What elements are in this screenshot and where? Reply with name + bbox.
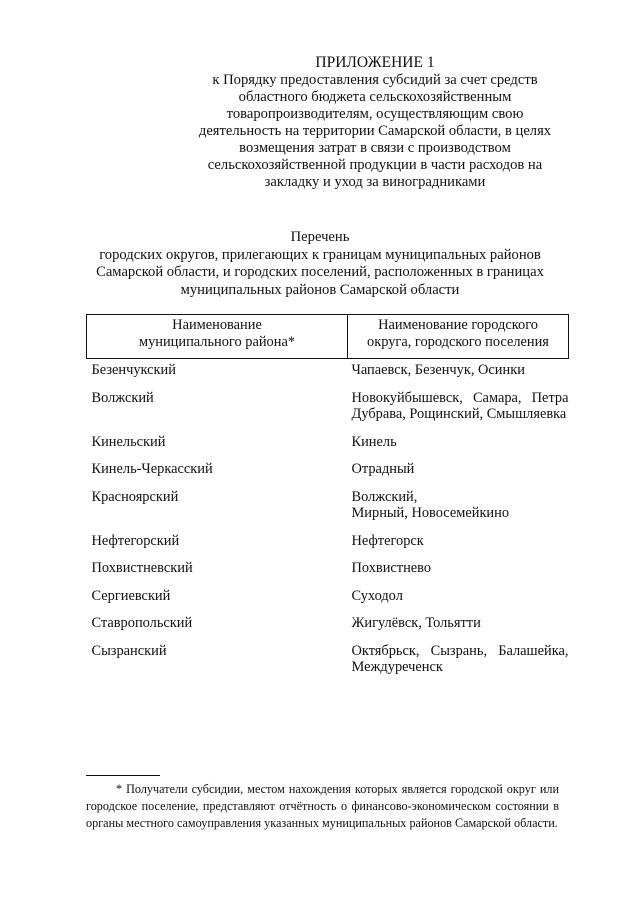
table-header-row (87, 315, 569, 359)
district-cell: Кинельский (91, 433, 166, 450)
appendix-subtitle: к Порядку предоставления субсидий за счет средств областного бюджета сельскохозяйственным товаропроизводителям, осуществляющим свою деятельность на территории Самарской области, в целях возмещения затрат в связи с производством сельскохозяйственной продукции в части расходов на закладку и уход за виноградниками (198, 72, 552, 190)
list-title-block (70, 229, 570, 299)
settlement-cell: Волжский, Мирный, Новосемейкино (351, 488, 510, 521)
table-row (87, 533, 569, 561)
settlement-cell: Чапаевск, Безенчук, Осинки (351, 362, 525, 378)
footnote-text: * Получатели субсидии, местом нахождения которых является городской округ или городское поселение, представляют отчётность о финансово-экономическом состоянии в органы местного самоуправления указанных муниципальных районов Самарской области. (86, 782, 559, 830)
district-cell: Нефтегорский (91, 532, 180, 549)
settlement-cell: Октябрьск, Сызрань, Балашейка, Междуреченск (351, 642, 569, 675)
district-cell: Ставропольский (91, 615, 193, 631)
settlement-cell: Суходол (351, 587, 403, 604)
table-row (87, 615, 569, 643)
settlement-cell: Жигулёвск, Тольятти (351, 615, 481, 631)
district-cell: Похвистневский (91, 560, 193, 576)
district-cell: Сызранский (91, 642, 167, 659)
settlement-cell: Новокуйбышевск, Самара, Петра Дубрава, Рощинский, Смышляевка (351, 389, 569, 422)
settlement-cell: Отрадный (351, 461, 415, 477)
table-row (87, 434, 569, 462)
district-cell: Кинель-Черкасский (91, 461, 213, 477)
footnote-divider (86, 775, 160, 776)
list-title: Перечень (290, 229, 350, 245)
table-row (87, 380, 569, 434)
table-row (87, 461, 569, 489)
district-cell: Безенчукский (91, 362, 176, 378)
table-row (87, 560, 569, 588)
settlement-cell: Похвистнево (351, 560, 432, 576)
appendix-heading: ПРИЛОЖЕНИЕ 1 (315, 54, 435, 71)
header-settlement: Наименование городского округа, городского поселения (348, 315, 569, 359)
settlement-cell: Нефтегорск (351, 532, 424, 549)
district-cell: Сергиевский (91, 587, 171, 604)
table-row (87, 359, 569, 380)
table-row (87, 489, 569, 533)
table-row (87, 588, 569, 616)
district-cell: Волжский (91, 389, 154, 406)
list-subtitle: городских округов, прилегающих к границам муниципальных районов Самарской области, и городских поселений, расположенных в границах муниципальных районов Самарской области (96, 246, 544, 298)
table-row (87, 643, 569, 687)
header-district: Наименование муниципального района* (87, 315, 348, 359)
district-cell: Красноярский (91, 488, 179, 505)
settlement-cell: Кинель (351, 433, 397, 450)
districts-table (86, 314, 569, 687)
appendix-header (190, 54, 560, 191)
